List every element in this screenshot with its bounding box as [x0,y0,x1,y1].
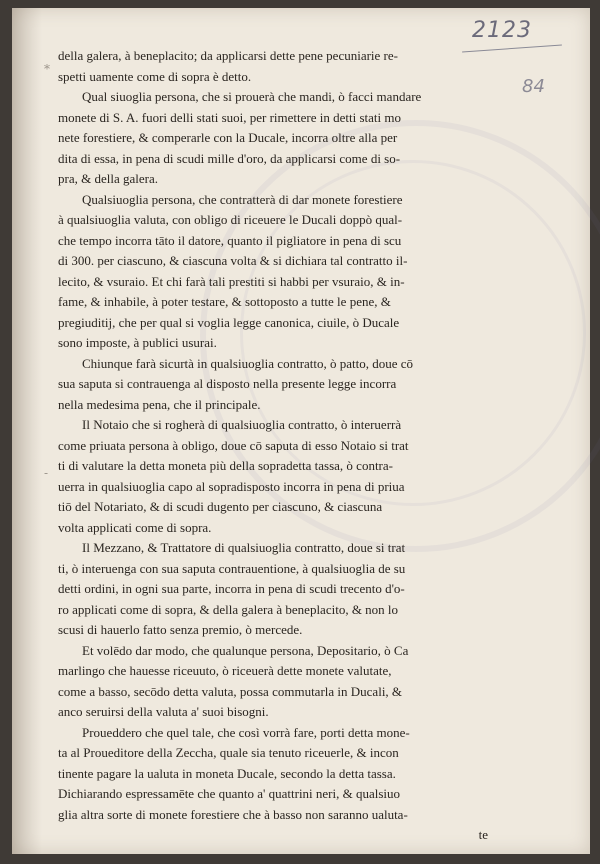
text-line: Qual siuoglia persona, che si prouerà che mandi, ò facci mandare [82,89,422,104]
text-line: sono imposte, à publici usurai. [58,335,217,350]
text-line: spetti uamente come di sopra è detto. [58,68,252,84]
text-line: Qualsiuoglia persona, che contratterà di dar monete forestiere [82,191,403,207]
text-line: sua saputa si contrauenga al disposto nella presente legge incorra [58,376,397,391]
gutter-shadow [12,8,42,854]
margin-mark: * [44,62,50,76]
text-line: Il Notaio che si rogherà di qualsiuoglia contratto, ò interuerrà [82,417,402,432]
text-line: detti ordini, in ogni sua parte, incorra in pena di scudi trecento d'o- [58,581,405,596]
text-line: volta applicati come di sopra. [58,519,212,535]
text-line: marlingo che hauesse riceuuto, ò riceuerà dette monete valutate, [58,663,392,678]
text-line: lecito, & vsuraio. Et chi farà tali prestiti si habbi per vsuraio, & in- [58,273,405,289]
text-line: Dichiarando espressamēte che quanto a' quattrini neri, & qualsiuo [58,786,401,801]
text-line: pra, & della galera. [58,171,158,186]
text-line: di 300. per ciascuno, & ciascuna volta & si dichiara tal contratto il- [58,253,408,268]
text-line: che tempo incorra tāto il datore, quanto il pigliatore in pena di scu [58,232,402,248]
text-line: ta al Proueditore della Zeccha, quale sia tenuto riceuerle, & incon [58,745,399,760]
catchword: te [478,827,488,842]
margin-mark: - [44,466,49,480]
text-line: ro applicati come di sopra, & della galera à beneplacito, & non lo [58,601,399,617]
text-line: nete forestiere, & comperarle con la Ducale, incorra oltre alla per [58,130,398,145]
text-line: tiō del Notariato, & di scudi dugento per ciascuno, & ciascuna [58,499,383,514]
text-line: glia altra sorte di monete forestiere che à basso non saranno ualuta- [58,806,408,822]
text-line: ti di valutare la detta moneta più della sopradetta tassa, ò contra- [58,458,393,473]
body-text [58,46,490,846]
text-line: uerra in qualsiuoglia capo al sopradisposto incorra in pena di priua [58,478,405,494]
text-line: à qualsiuoglia valuta, con obligo di riceuere le Ducali doppò qual- [58,212,403,227]
text-line: come a basso, secōdo detta valuta, possa commutarla in Ducali, & [58,683,403,699]
text-line: pregiuditij, che per qual si voglia legge canonica, ciuile, ò Ducale [58,314,400,330]
text-line: nella medesima pena, che il principale. [58,396,261,412]
text-line: Chiunque farà sicurtà in qualsiuoglia contratto, ò patto, doue cō [82,355,414,371]
text-line: anco seruirsi della valuta a' suoi bisogni. [58,704,269,719]
folio-number-annotation: 84 [522,76,545,97]
text-line: della galera, à beneplacito; da applicarsi dette pene pecuniarie re- [58,48,398,63]
text-line: tinente pagare la ualuta in moneta Ducale, secondo la detta tassa. [58,765,396,781]
text-line: scusi di hauerlo fatto senza premio, ò mercede. [58,622,303,637]
text-line: ti, ò interuenga con sua saputa contrauentione, à qualsiuoglia de su [58,560,406,576]
text-line: fame, & inhabile, à poter testare, & sottoposto a tutte le pene, & [58,294,391,309]
text-line: Et volēdo dar modo, che qualunque persona, Depositario, ò Ca [82,642,409,658]
shelfmark-annotation: 2123 [472,18,532,43]
text-line: monete di S. A. fuori delli stati suoi, per rimettere in detti stati mo [58,109,401,125]
text-line: Il Mezzano, & Trattatore di qualsiuoglia contratto, doue si trat [82,540,406,555]
text-line: come priuata persona à obligo, doue cō saputa di esso Notaio si trat [58,437,409,453]
text-line: dita di essa, in pena di scudi mille d'oro, da applicarsi come di so- [58,150,401,166]
text-line: Proueddero che quel tale, che così vorrà fare, porti detta mone- [82,724,410,740]
